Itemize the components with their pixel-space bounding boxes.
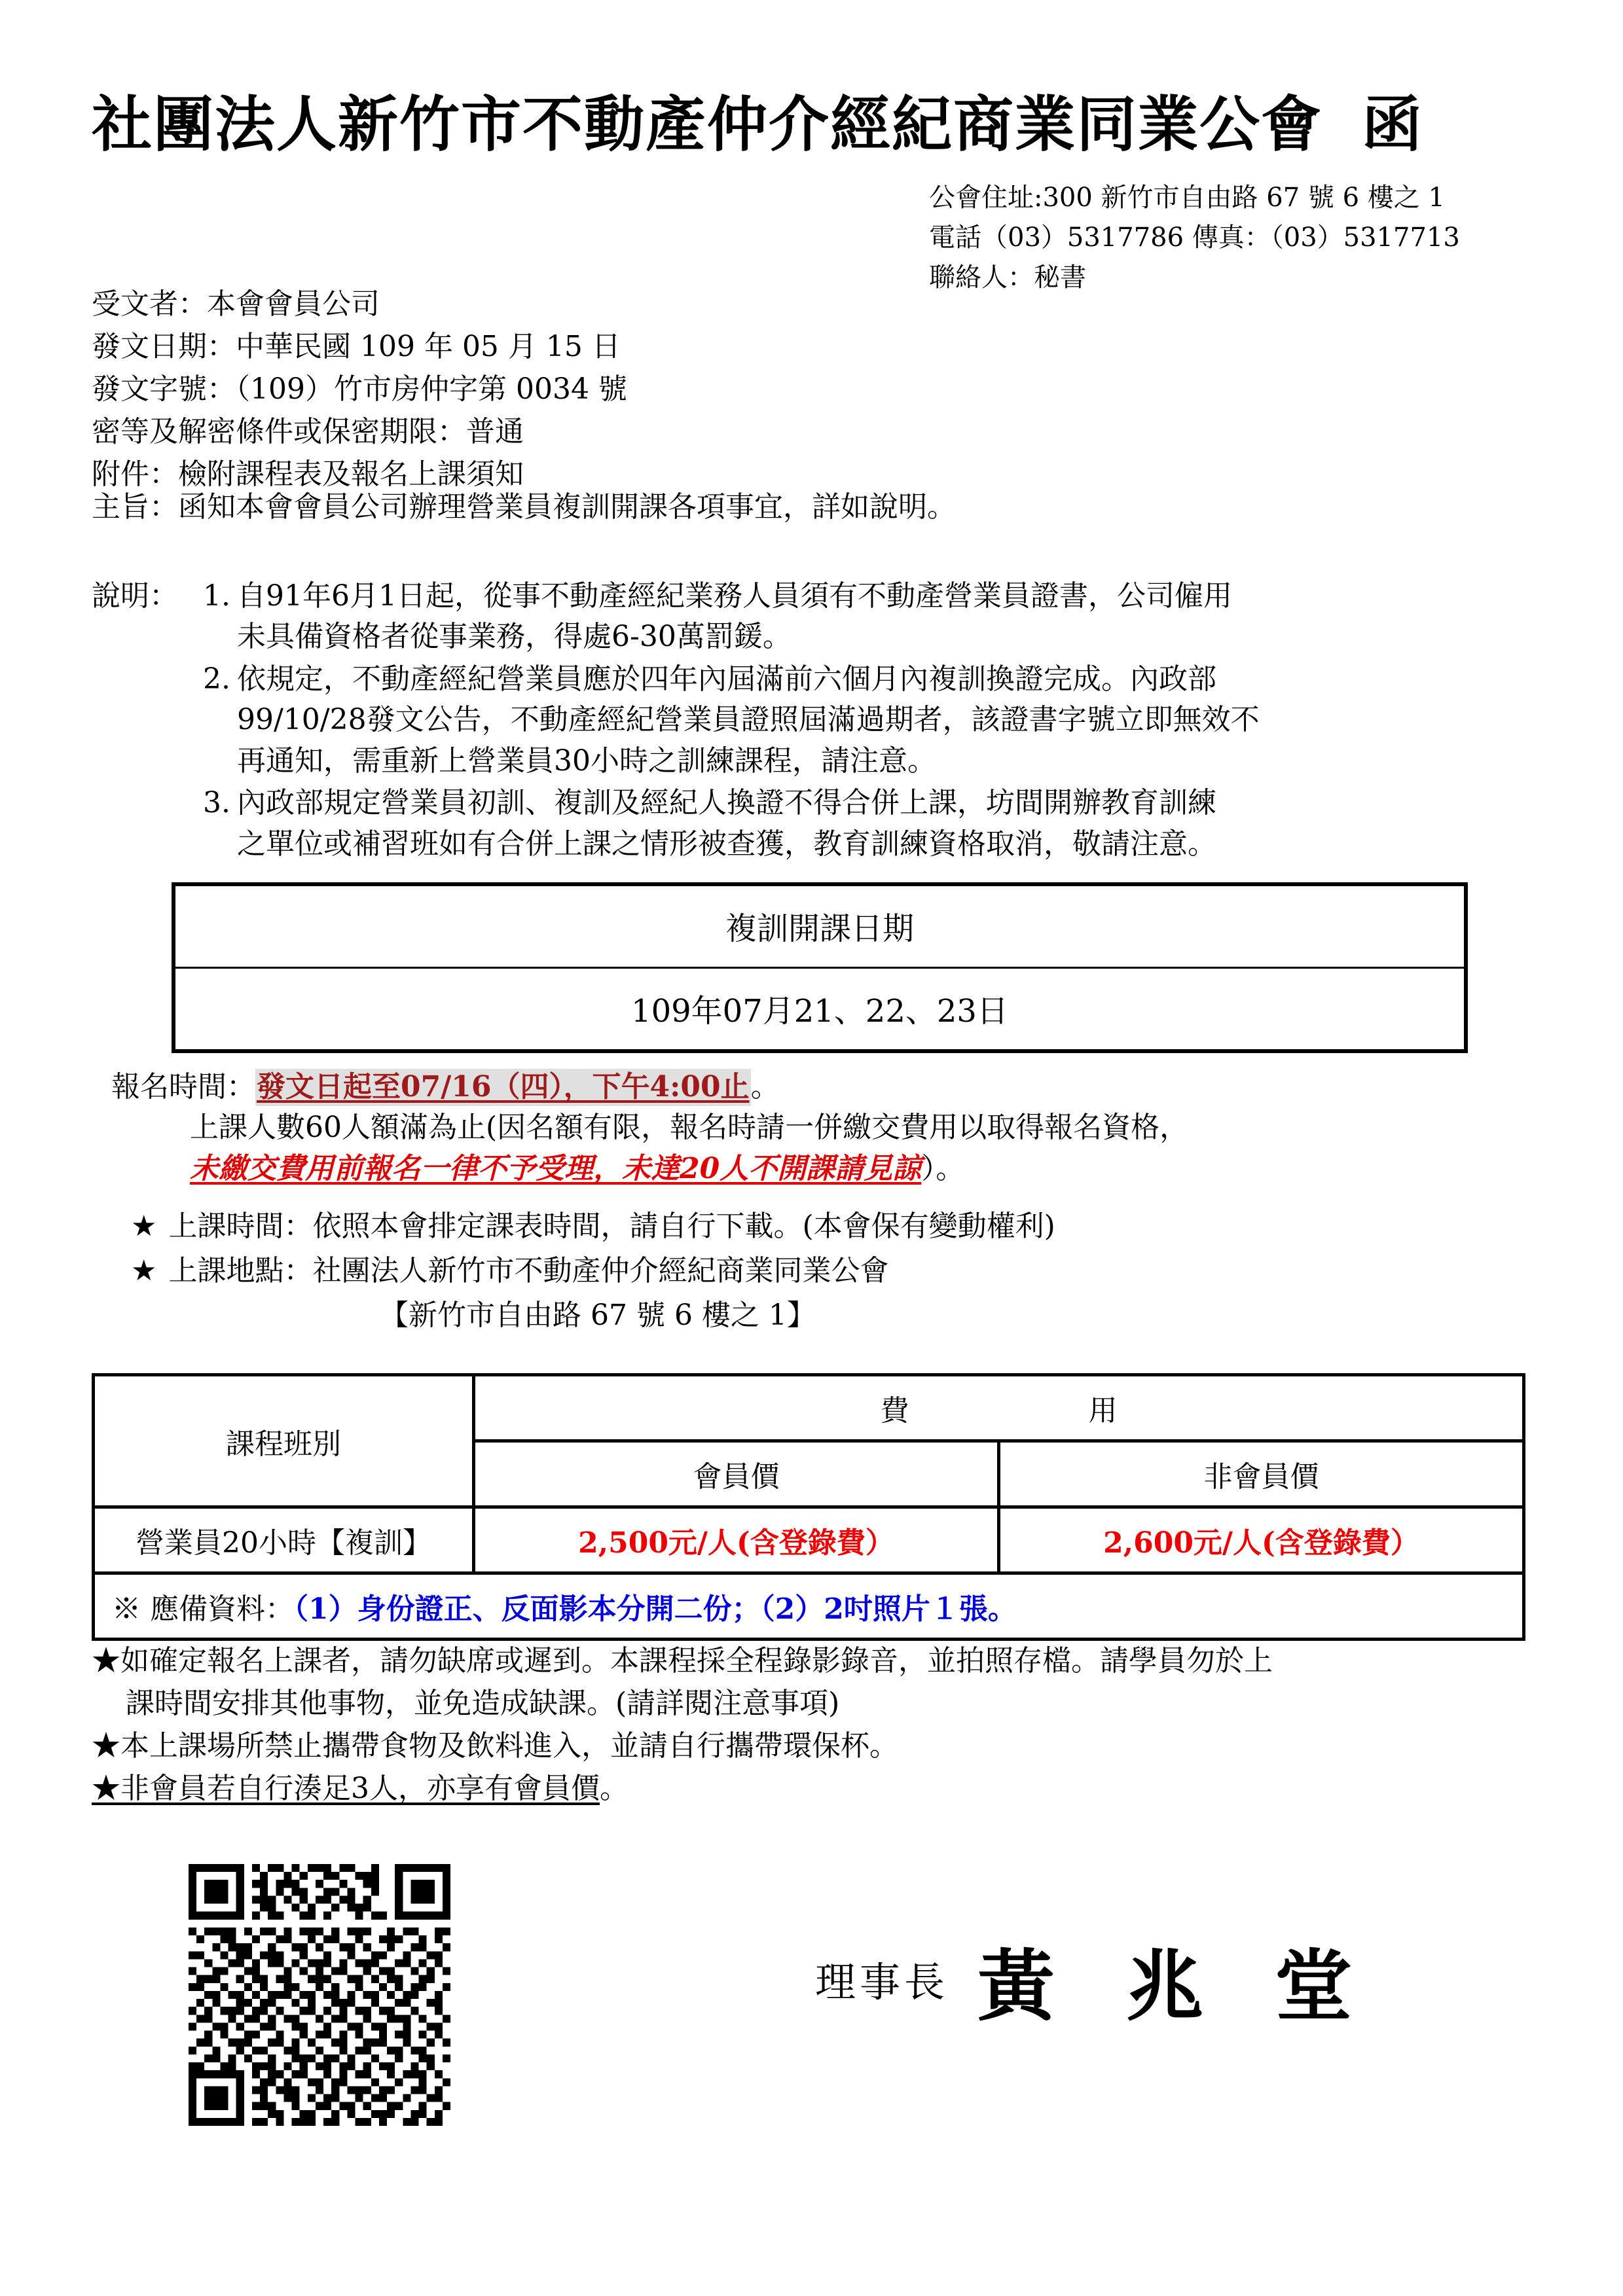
qr-code-icon — [189, 1864, 450, 2126]
course-date-header: 複訓開課日期 — [175, 886, 1464, 969]
registration-capacity-line: 上課人數60人額滿為止(因名額有限，報名時請一併繳交費用以取得報名資格， — [190, 1111, 1189, 1145]
class-place-text: 上課地點：社團法人新竹市不動產仲介經紀商業同業公會 — [168, 1254, 889, 1288]
list-item — [203, 576, 1552, 658]
registration-time-line — [111, 1067, 1591, 1107]
qr-code — [189, 1864, 450, 2126]
chairman-signature — [815, 1924, 1374, 2036]
class-info-lines — [131, 1204, 1597, 1338]
note-3-tail: 。 — [600, 1772, 629, 1806]
course-date-box — [172, 882, 1468, 1053]
fee-table-nonmember-header: 非會員價 — [999, 1441, 1524, 1507]
contact-person: 聯絡人：秘書 — [929, 262, 1086, 293]
chairman-title: 理事長 — [815, 1958, 949, 2006]
fee-table-nonmember-price: 2,600元/人(含登錄費） — [999, 1507, 1524, 1573]
star-icon: ★ — [131, 1210, 157, 1243]
registration-block — [111, 1067, 1591, 1189]
note-2-text: 本上課場所禁止攜帶食物及飲料進入，並請自行攜帶環保杯。 — [120, 1729, 898, 1763]
meta-attachment: 附件：檢附課程表及報名上課須知 — [92, 457, 524, 492]
explanation-label: 說明： — [92, 579, 178, 613]
table-row — [94, 1375, 1524, 1441]
explanation-item-line: 再通知，需重新上營業員30小時之訓練課程，請注意。 — [237, 744, 936, 778]
document-kind: 函 — [1362, 89, 1424, 160]
fee-table — [92, 1373, 1525, 1641]
star-icon: ★ — [131, 1254, 157, 1288]
registration-label: 報名時間： — [111, 1070, 255, 1103]
note-1-text: 如確定報名上課者，請勿缺席或遲到。本課程採全程錄影錄音，並拍照存檔。請學員勿於上 — [120, 1644, 1273, 1677]
star-icon: ★ — [92, 1772, 120, 1806]
registration-warning-line — [190, 1149, 1591, 1189]
star-icon: ★ — [92, 1644, 120, 1677]
fee-table-class-name: 營業員20小時【複訓】 — [94, 1507, 474, 1573]
note-3-text: 非會員若自行湊足3人，亦享有會員價 — [120, 1772, 600, 1806]
organization-name: 社團法人新竹市不動產仲介經紀商業同業公會 — [92, 89, 1323, 160]
explanation-item-number: 2. — [203, 662, 230, 696]
explanation-list — [203, 576, 1552, 865]
class-place-line — [131, 1249, 1597, 1293]
explanation-section — [92, 576, 1552, 866]
registration-period: 。 — [750, 1070, 780, 1103]
required-documents-value: （1）身份證正、反面影本分開二份；（2）2吋照片１張。 — [294, 1592, 1017, 1626]
list-item — [203, 783, 1552, 865]
explanation-item-line: 自91年6月1日起，從事不動產經紀業務人員須有不動產營業員證書，公司僱用 — [237, 579, 1232, 613]
contact-block — [929, 178, 1531, 297]
star-icon: ★ — [92, 1729, 120, 1763]
meta-secrecy-level: 密等及解密條件或保密期限：普通 — [92, 415, 524, 449]
contact-address: 公會住址:300 新竹市自由路 67 號 6 樓之 1 — [929, 183, 1445, 213]
meta-issue-date: 發文日期：中華民國 109 年 05 月 15 日 — [92, 330, 621, 364]
explanation-item-number: 3. — [203, 786, 230, 820]
course-date-value: 109年07月21、22、23日 — [631, 993, 1008, 1030]
fee-table-member-header: 會員價 — [474, 1441, 999, 1507]
fee-table-member-price: 2,500元/人(含登錄費） — [474, 1507, 999, 1573]
chairman-name: 黃 兆 堂 — [977, 1941, 1375, 2032]
organization-masthead — [92, 89, 1532, 160]
registration-warning-tail: ）。 — [921, 1151, 965, 1185]
note-line — [92, 1640, 1584, 1682]
explanation-item-line: 依規定，不動產經紀營業員應於四年內屆滿前六個月內複訓換證完成。內政部 — [237, 662, 1216, 696]
registration-warning-text: 未繳交費用前報名一律不予受理，未達20人不開課請見諒 — [190, 1151, 922, 1185]
list-item — [203, 659, 1552, 781]
explanation-item-line: 內政部規定營業員初訓、複訓及經紀人換證不得合併上課，坊間開辦教育訓練 — [237, 786, 1216, 820]
fee-table-class-header: 課程班別 — [94, 1375, 474, 1507]
meta-recipient: 受文者：本會會員公司 — [92, 287, 380, 321]
explanation-item-line: 之單位或補習班如有合併上課之情形被查獲，教育訓練資格取消，敬請注意。 — [237, 827, 1216, 861]
class-time-line — [131, 1204, 1597, 1249]
note-line: 課時間安排其他事物，並免造成缺課。(請詳閱注意事項) — [126, 1687, 840, 1721]
note-line — [92, 1767, 1584, 1810]
subject-line: 主旨：函知本會會員公司辦理營業員複訓開課各項事宜，詳如說明。 — [92, 490, 956, 524]
contact-phone-fax: 電話（03）5317786 傳真：（03）5317713 — [929, 222, 1460, 253]
meta-doc-number: 發文字號：（109）竹市房仲字第 0034 號 — [92, 372, 627, 406]
note-line — [92, 1725, 1584, 1767]
fee-table-fee-header: 費 用 — [474, 1375, 1524, 1441]
explanation-item-line: 99/10/28發文公告，不動產經紀營業員證照屆滿過期者，該證書字號立即無效不 — [237, 703, 1260, 737]
class-time-text: 上課時間：依照本會排定課表時間，請自行下載。(本會保有變動權利) — [168, 1210, 1055, 1243]
venue-address: 【新竹市自由路 67 號 6 樓之 1】 — [380, 1299, 816, 1333]
fee-table-required-documents — [94, 1573, 1524, 1640]
explanation-item-line: 未具備資格者從事業務，得處6-30萬罰鍰。 — [237, 620, 792, 654]
table-row — [94, 1507, 1524, 1573]
required-documents-label: ※ 應備資料： — [112, 1592, 294, 1626]
table-row — [94, 1573, 1524, 1640]
registration-deadline-highlight: 發文日起至07/16（四），下午4:00止 — [255, 1069, 751, 1106]
explanation-item-number: 1. — [203, 579, 230, 613]
footer-notes — [92, 1640, 1584, 1810]
document-meta-block — [92, 283, 627, 496]
